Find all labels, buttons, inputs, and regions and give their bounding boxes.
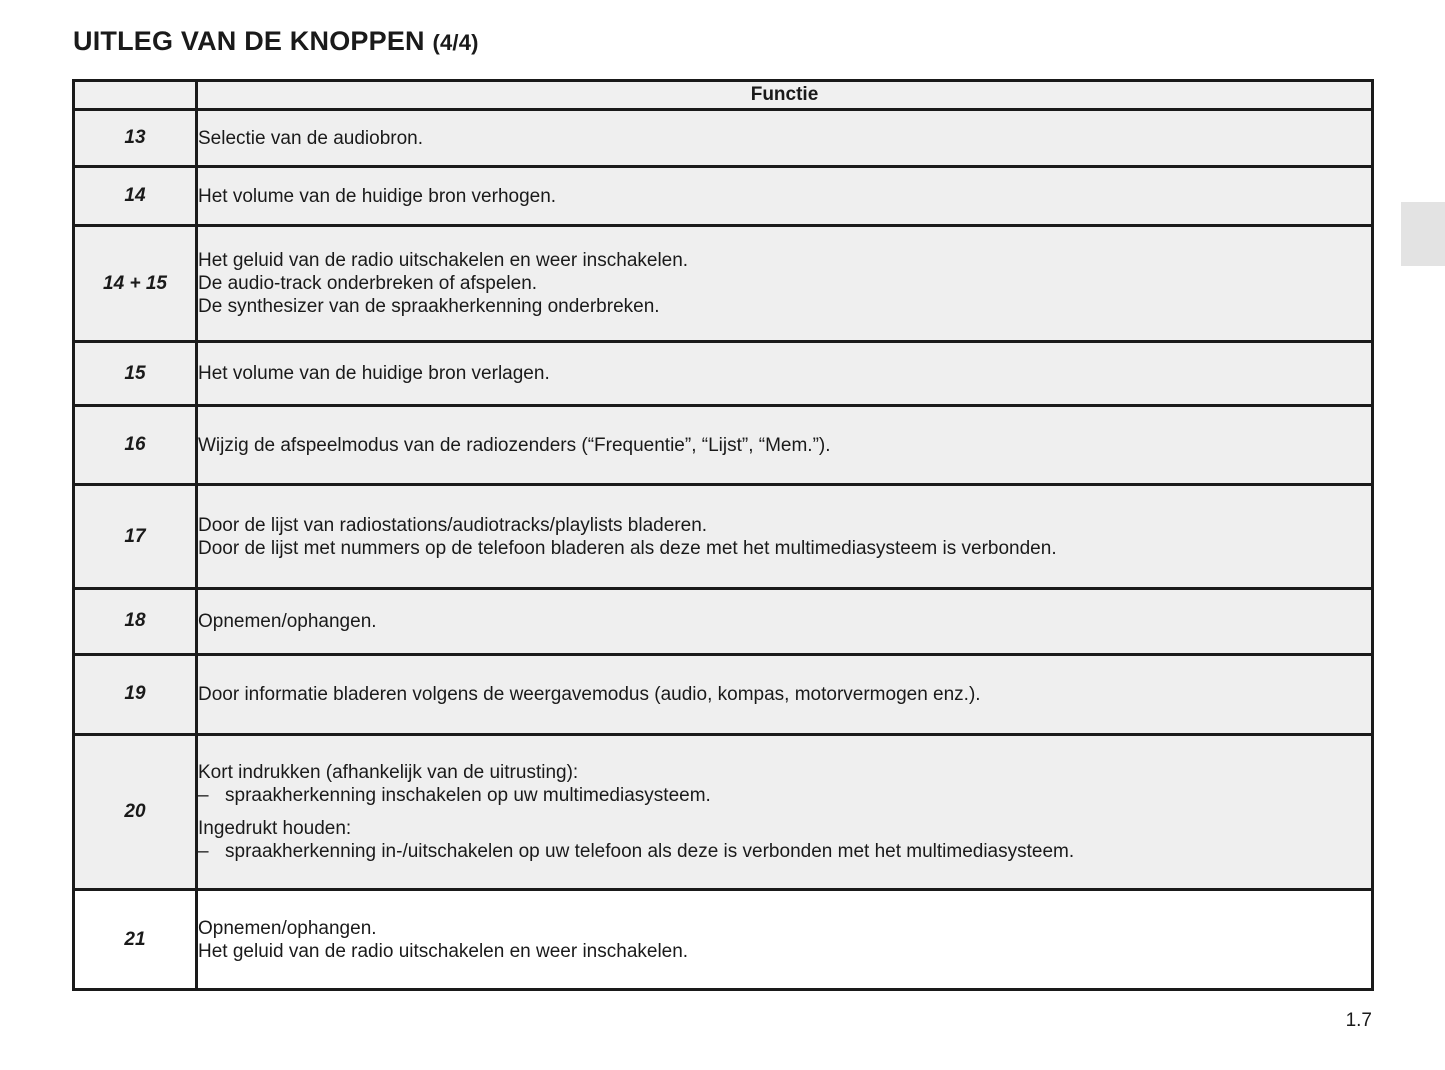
- function-description: [198, 227, 1371, 343]
- table-row: [75, 343, 1371, 407]
- table-header-row: [75, 82, 1371, 111]
- table-row: [75, 656, 1371, 736]
- description-line: De audio-track onderbreken of afspelen.: [198, 273, 538, 295]
- description-line: Het geluid van de radio uitschakelen en weer inschakelen.: [198, 250, 689, 272]
- table-row: [75, 736, 1371, 891]
- page-title-part: (4/4): [432, 30, 479, 55]
- button-number: 20: [75, 736, 198, 891]
- description-line: Door de lijst van radiostations/audiotracks/playlists bladeren.: [198, 514, 708, 536]
- button-number: 21: [75, 891, 198, 988]
- description-line: Opnemen/ophangen.: [198, 917, 377, 939]
- page-title: [73, 24, 479, 60]
- page-title-text: UITLEG VAN DE KNOPPEN: [73, 26, 425, 56]
- table-row: [75, 111, 1371, 169]
- description-line: Het volume van de huidige bron verhogen.: [198, 185, 557, 207]
- button-number: 18: [75, 590, 198, 656]
- short-press-label: Kort indrukken (afhankelijk van de uitrusting):: [198, 762, 579, 784]
- long-press-label: Ingedrukt houden:: [198, 818, 352, 840]
- chapter-tab-marker: [1401, 202, 1445, 266]
- page-number: 1.7: [1345, 1010, 1372, 1031]
- description-line: Door de lijst met nummers op de telefoon bladeren als deze met het multimediasysteem is verbonden.: [198, 537, 1057, 559]
- function-description: [198, 343, 1371, 407]
- function-description: [198, 656, 1371, 736]
- function-description: [198, 486, 1371, 590]
- description-line: Het geluid van de radio uitschakelen en weer inschakelen.: [198, 940, 689, 962]
- table-row: [75, 407, 1371, 486]
- table-row: [75, 590, 1371, 656]
- long-press-item: [198, 840, 1371, 863]
- description-line: Selectie van de audiobron.: [198, 127, 423, 149]
- description-line: Door informatie bladeren volgens de weergavemodus (audio, kompas, motorvermogen enz.).: [198, 683, 981, 705]
- button-number: 16: [75, 407, 198, 486]
- table-row: [75, 891, 1371, 988]
- table-row: [75, 227, 1371, 343]
- button-number: 17: [75, 486, 198, 590]
- function-description: [198, 168, 1371, 227]
- header-number-cell: [75, 82, 198, 111]
- button-number: 13: [75, 111, 198, 169]
- function-description: [198, 111, 1371, 169]
- dash-marker: –: [198, 785, 209, 807]
- description-line: Opnemen/ophangen.: [198, 610, 377, 632]
- group-gap: [198, 807, 1371, 817]
- button-function-table: [72, 79, 1374, 991]
- button-number: 15: [75, 343, 198, 407]
- function-description: [198, 891, 1371, 988]
- short-press-text: spraakherkenning inschakelen op uw multimediasysteem.: [225, 785, 711, 807]
- table-row: [75, 486, 1371, 590]
- description-line: Het volume van de huidige bron verlagen.: [198, 363, 550, 385]
- button-number: 14 + 15: [75, 227, 198, 343]
- dash-marker: –: [198, 841, 209, 863]
- button-number: 19: [75, 656, 198, 736]
- header-function-cell: Functie: [198, 82, 1371, 111]
- table-row: [75, 168, 1371, 227]
- button-number: 14: [75, 168, 198, 227]
- function-description: [198, 407, 1371, 486]
- short-press-item: [198, 784, 1371, 807]
- function-description: [198, 736, 1371, 891]
- description-line: De synthesizer van de spraakherkenning onderbreken.: [198, 296, 660, 318]
- long-press-text: spraakherkenning in-/uitschakelen op uw telefoon als deze is verbonden met het multimediasysteem.: [225, 841, 1075, 863]
- function-description: [198, 590, 1371, 656]
- description-line: Wijzig de afspeelmodus van de radiozenders (“Frequentie”, “Lijst”, “Mem.”).: [198, 434, 831, 456]
